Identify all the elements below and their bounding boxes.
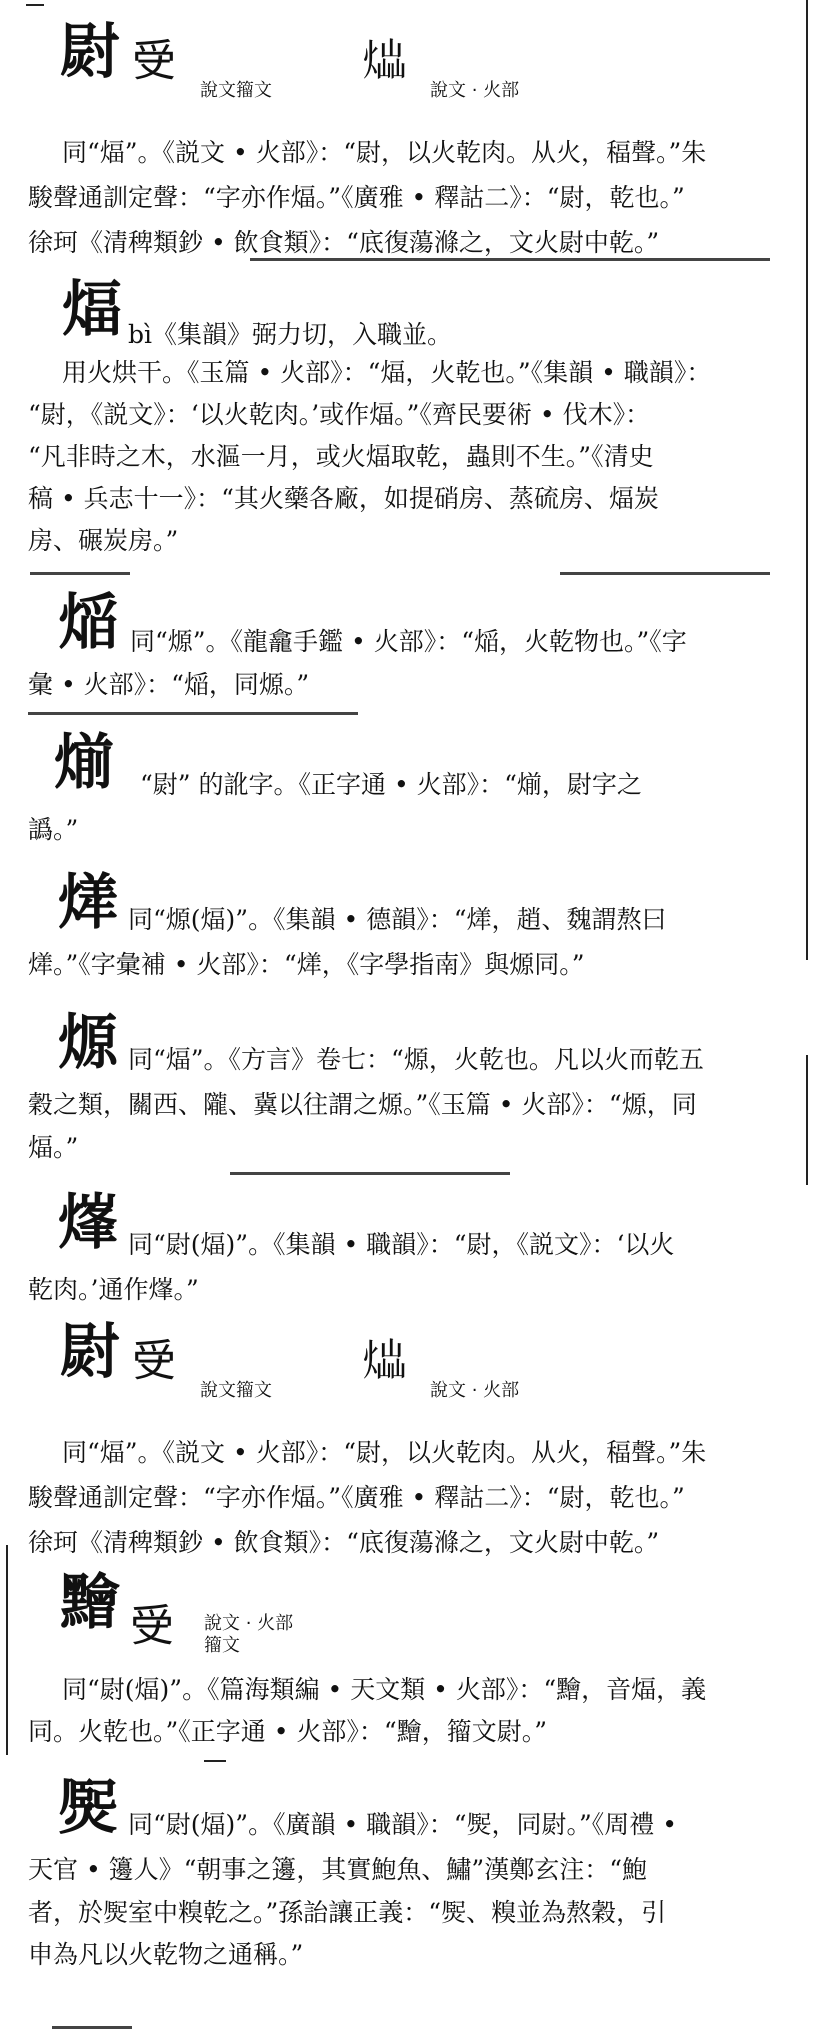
definition-line: 乾肉。’通作㷨。”: [28, 1275, 199, 1304]
headword: 㷣: [58, 868, 118, 938]
seal-source-label: 說文籀文: [200, 80, 272, 101]
cut-text-fragment: [30, 572, 130, 575]
definition-line: 同“煏”。《説文 • 火部》：“㷉，以火乾肉。从火，稫聲。”朱: [62, 1438, 707, 1467]
headword: 㷉: [60, 1317, 120, 1387]
seal-script-glyph: 𤓾: [132, 36, 176, 87]
definition-line: “㷉，《説文》：‘以火乾肉。’或作煏。”《齊民要術 • 伐木》：: [28, 400, 651, 429]
border-left-lower: [6, 1545, 8, 1755]
seal-script-glyph: 𤓾: [132, 1336, 176, 1387]
definition-inline: 同“㷧”。《龍龕手鑑 • 火部》：“㷔，火乾物也。”《字: [130, 627, 687, 656]
definition-line: 稿 • 兵志十一》：“其火藥各廠，如提硝房、蒸硫房、煏炭: [28, 484, 659, 513]
seal-source-label: 籀文: [204, 1635, 240, 1656]
headword: 㷨: [58, 1188, 118, 1258]
definition-line: “凡非時之木，水漚一月，或火煏取乾，蟲則不生。”《清史: [28, 442, 654, 471]
headword: 㷙: [54, 728, 114, 798]
definition-inline: 同“煏”。《方言》卷七：“㷧，火乾也。凡以火而乾五: [128, 1045, 704, 1074]
definition-line: 申為凡以火乾物之通稱。”: [28, 1940, 304, 1969]
cut-text-fragment: [560, 572, 770, 575]
border-right-lower: [806, 1055, 808, 1185]
definition-line: 彙 • 火部》：“㷔，同㷧。”: [28, 670, 310, 699]
seal-script-glyph: 𤓾: [130, 1601, 174, 1652]
cut-text-fragment: [28, 712, 358, 715]
definition-line: 同“煏”。《説文 • 火部》：“㷉，以火乾肉。从火，稫聲。”朱: [62, 138, 707, 167]
seal-source-label: 說文 · 火部: [204, 1613, 294, 1634]
definition-inline: 同“㷉(煏)”。《集韻 • 職韻》：“㷉，《説文》：‘以火: [128, 1230, 675, 1259]
corner-mark: [26, 4, 44, 6]
definition-line: 穀之類，關西、隴、冀以往謂之㷧。”《玉篇 • 火部》：“㷧，同: [28, 1090, 697, 1119]
cut-text-fragment: [230, 1172, 510, 1175]
definition-line: 駿聲通訓定聲：“字亦作煏。”《廣雅 • 釋詁二》：“㷉，乾也。”: [28, 1483, 685, 1512]
definition-line: 房、碾炭房。”: [28, 526, 179, 555]
headword: 㷉: [60, 17, 120, 87]
definition-line: 駿聲通訓定聲：“字亦作煏。”《廣雅 • 釋詁二》：“㷉，乾也。”: [28, 183, 685, 212]
definition-line: 者，於㷩室中糗乾之。”孫詒讓正義：“㷩、糗並為熬穀，引: [28, 1898, 667, 1927]
seal-source-label: 說文籀文: [200, 1380, 272, 1401]
headword: 䵳: [60, 1568, 120, 1638]
definition-line: 譌。”: [28, 815, 79, 844]
definition-inline: 同“㷧(煏)”。《集韻 • 德韻》：“㷣，趙、魏謂熬曰: [128, 905, 667, 934]
definition-line: 徐珂《清稗類鈔 • 飲食類》：“底復蕩滌之，文火㷉中乾。”: [28, 228, 660, 257]
definition-inline: “㷉” 的訛字。《正字通 • 火部》：“㷙，㷉字之: [140, 770, 642, 799]
seal-source-label: 說文 · 火部: [430, 1380, 520, 1401]
headword: 㷧: [58, 1008, 118, 1078]
definition-inline: 同“㷉(煏)”。《廣韻 • 職韻》：“㷩，同㷉。”《周禮 •: [128, 1810, 677, 1839]
definition-line: 用火烘干。《玉篇 • 火部》：“煏，火乾也。”《集韻 • 職韻》：: [62, 358, 712, 387]
definition-line: 煏。”: [28, 1133, 79, 1162]
seal-script-glyph: 𤋫: [362, 36, 406, 87]
definition-line: 徐珂《清稗類鈔 • 飲食類》：“底復蕩滌之，文火㷉中乾。”: [28, 1528, 660, 1557]
definition-line: 㷣。”《字彙補 • 火部》：“㷣，《字學指南》與㷧同。”: [28, 950, 585, 979]
definition-line: 天官 • 籩人》“朝事之籩，其實鮑魚、鱐”漢鄭玄注：“鮑: [28, 1855, 647, 1884]
headword: 㷔: [58, 588, 118, 658]
seal-script-glyph: 𤋫: [362, 1336, 406, 1387]
definition-line: 同。火乾也。”《正字通 • 火部》：“䵳，籀文㷉。”: [28, 1717, 547, 1746]
headword: 㷩: [58, 1773, 118, 1843]
seal-source-label: 說文 · 火部: [430, 80, 520, 101]
headword: 煏: [62, 275, 122, 345]
definition-line: 同“㷉(煏)”。《篇海類編 • 天文類 • 火部》：“䵳，音煏，義: [62, 1675, 707, 1704]
cut-text-fragment: [52, 2026, 132, 2029]
pronunciation-line: bì《集韻》弼力切，入職並。: [128, 320, 453, 349]
cut-text-fragment: [250, 258, 770, 261]
separator-mark: [204, 1760, 226, 1762]
